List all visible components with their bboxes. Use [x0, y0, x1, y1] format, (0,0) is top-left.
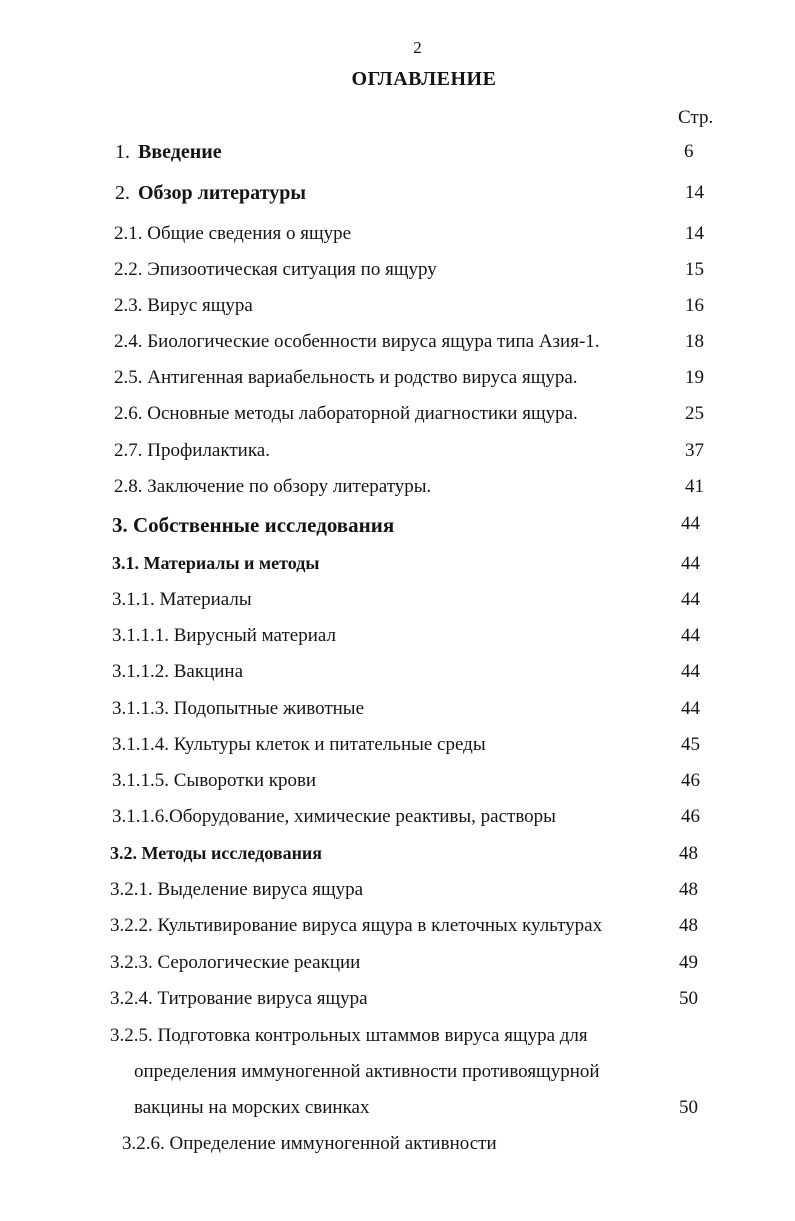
toc-entry-page: 44: [681, 698, 700, 719]
toc-entry-page: 45: [681, 734, 700, 755]
toc-entry-page: 44: [681, 625, 700, 646]
toc-entry: [0, 915, 795, 945]
toc-entry-title: 3.1.1.3. Подопытные животные: [112, 698, 365, 719]
toc-entry: [0, 806, 795, 836]
toc-entry-page: 46: [681, 770, 700, 791]
toc-entry: [0, 589, 795, 619]
toc-entry-page: 14: [685, 223, 704, 244]
toc-entry: [0, 182, 795, 212]
page-column-label: Стр.: [678, 107, 714, 128]
toc-entry: [0, 698, 795, 728]
toc-entry-page: 14: [685, 182, 704, 203]
toc-entry-title: 3.1.1.4. Культуры клеток и питательные среды: [112, 734, 486, 755]
page-number: 2: [413, 38, 422, 57]
toc-entry-page: 44: [681, 513, 700, 534]
toc-entry-title: 3.1. Материалы и методы: [112, 553, 320, 573]
toc-entry-title: 3.1.1. Материалы: [112, 589, 252, 610]
toc-entry: [0, 843, 795, 873]
toc-entry-title: 3.2. Методы исследования: [110, 843, 323, 863]
toc-entry-title: 3.2.4. Титрование вируса ящура: [110, 988, 368, 1009]
toc-entry-title: 2.3. Вирус ящура: [114, 295, 253, 316]
toc-entry-page: 25: [685, 403, 704, 424]
toc-entry-title: 3.2.5. Подготовка контрольных штаммов вируса ящура для: [110, 1025, 588, 1046]
toc-entry-page: 15: [685, 259, 704, 280]
toc-entry-page: 48: [679, 843, 698, 864]
toc-entry-page: 44: [681, 553, 700, 574]
toc-entry: [0, 1061, 795, 1091]
toc-entry-page: 6: [684, 141, 694, 162]
toc-entry: [0, 661, 795, 691]
toc-entry-page: 18: [685, 331, 704, 352]
toc-entry-title: Обзор литературы: [138, 182, 306, 204]
toc-entry: [0, 223, 795, 253]
toc-entry-title: 3.2.1. Выделение вируса ящура: [110, 879, 364, 900]
toc-entry: [0, 295, 795, 325]
toc-entry-number: 2.: [115, 182, 130, 204]
toc-entry: [0, 734, 795, 764]
toc-entry-title: 3.1.1.6.Оборудование, химические реактивы, растворы: [112, 806, 556, 827]
toc-entry: [0, 367, 795, 397]
toc-entry-title: 3.1.1.5. Сыворотки крови: [112, 770, 317, 791]
toc-entry: [0, 553, 795, 583]
toc-entry-page: 48: [679, 915, 698, 936]
toc-entry-title: 3.2.6. Определение иммуногенной активности: [122, 1133, 497, 1154]
toc-entry: [0, 403, 795, 433]
toc-entry: [0, 770, 795, 800]
toc-entry: [0, 331, 795, 361]
toc-entry: [0, 259, 795, 289]
toc-entry: [0, 988, 795, 1018]
toc-entry-title: вакцины на морских свинках: [134, 1097, 370, 1118]
toc-entry-title: 3.2.2. Культивирование вируса ящура в клеточных культурах: [110, 915, 603, 936]
toc-entry-title: 2.1. Общие сведения о ящуре: [114, 223, 352, 244]
toc-entry-number: 1.: [115, 141, 130, 163]
toc-entry-title: 2.4. Биологические особенности вируса ящура типа Азия-1.: [114, 331, 600, 352]
toc-entry-page: 46: [681, 806, 700, 827]
toc-entry-page: 37: [685, 440, 704, 461]
toc-entry-page: 44: [681, 589, 700, 610]
toc-entry-title: 2.5. Антигенная вариабельность и родство вируса ящура.: [114, 367, 578, 388]
toc-entry-title: определения иммуногенной активности противоящурной: [134, 1061, 600, 1082]
toc-entry-page: 50: [679, 988, 698, 1009]
toc-entry-title: 3.2.3. Серологические реакции: [110, 952, 361, 973]
toc-entry-title: 3.1.1.2. Вакцина: [112, 661, 244, 682]
toc-entry: [0, 952, 795, 982]
toc-entry-page: 19: [685, 367, 704, 388]
toc-entry: [0, 513, 795, 543]
toc-entry-title: Введение: [138, 141, 222, 163]
toc-entry-page: 50: [679, 1097, 698, 1118]
toc-entry-page: 49: [679, 952, 698, 973]
toc-entry: [0, 1025, 795, 1055]
toc-entry: [0, 1097, 795, 1127]
toc-entry-title: 2.7. Профилактика.: [114, 440, 270, 461]
toc-entry: [0, 476, 795, 506]
toc-entry-title: 3.1.1.1. Вирусный материал: [112, 625, 336, 646]
toc-entry-title: 3. Собственные исследования: [112, 513, 395, 537]
toc-entry-page: 44: [681, 661, 700, 682]
toc-entry: [0, 141, 795, 171]
page-title: ОГЛАВЛЕНИЕ: [351, 68, 497, 90]
toc-entry-title: 2.6. Основные методы лабораторной диагностики ящура.: [114, 403, 578, 424]
toc-entry-page: 41: [685, 476, 704, 497]
toc-entry-title: 2.8. Заключение по обзору литературы.: [114, 476, 432, 497]
toc-entry: [0, 879, 795, 909]
toc-entry: [0, 625, 795, 655]
toc-entry-title: 2.2. Эпизоотическая ситуация по ящуру: [114, 259, 437, 280]
toc-entry: [0, 1133, 795, 1163]
toc-entry-page: 16: [685, 295, 704, 316]
toc-entry-page: 48: [679, 879, 698, 900]
toc-entry: [0, 440, 795, 470]
